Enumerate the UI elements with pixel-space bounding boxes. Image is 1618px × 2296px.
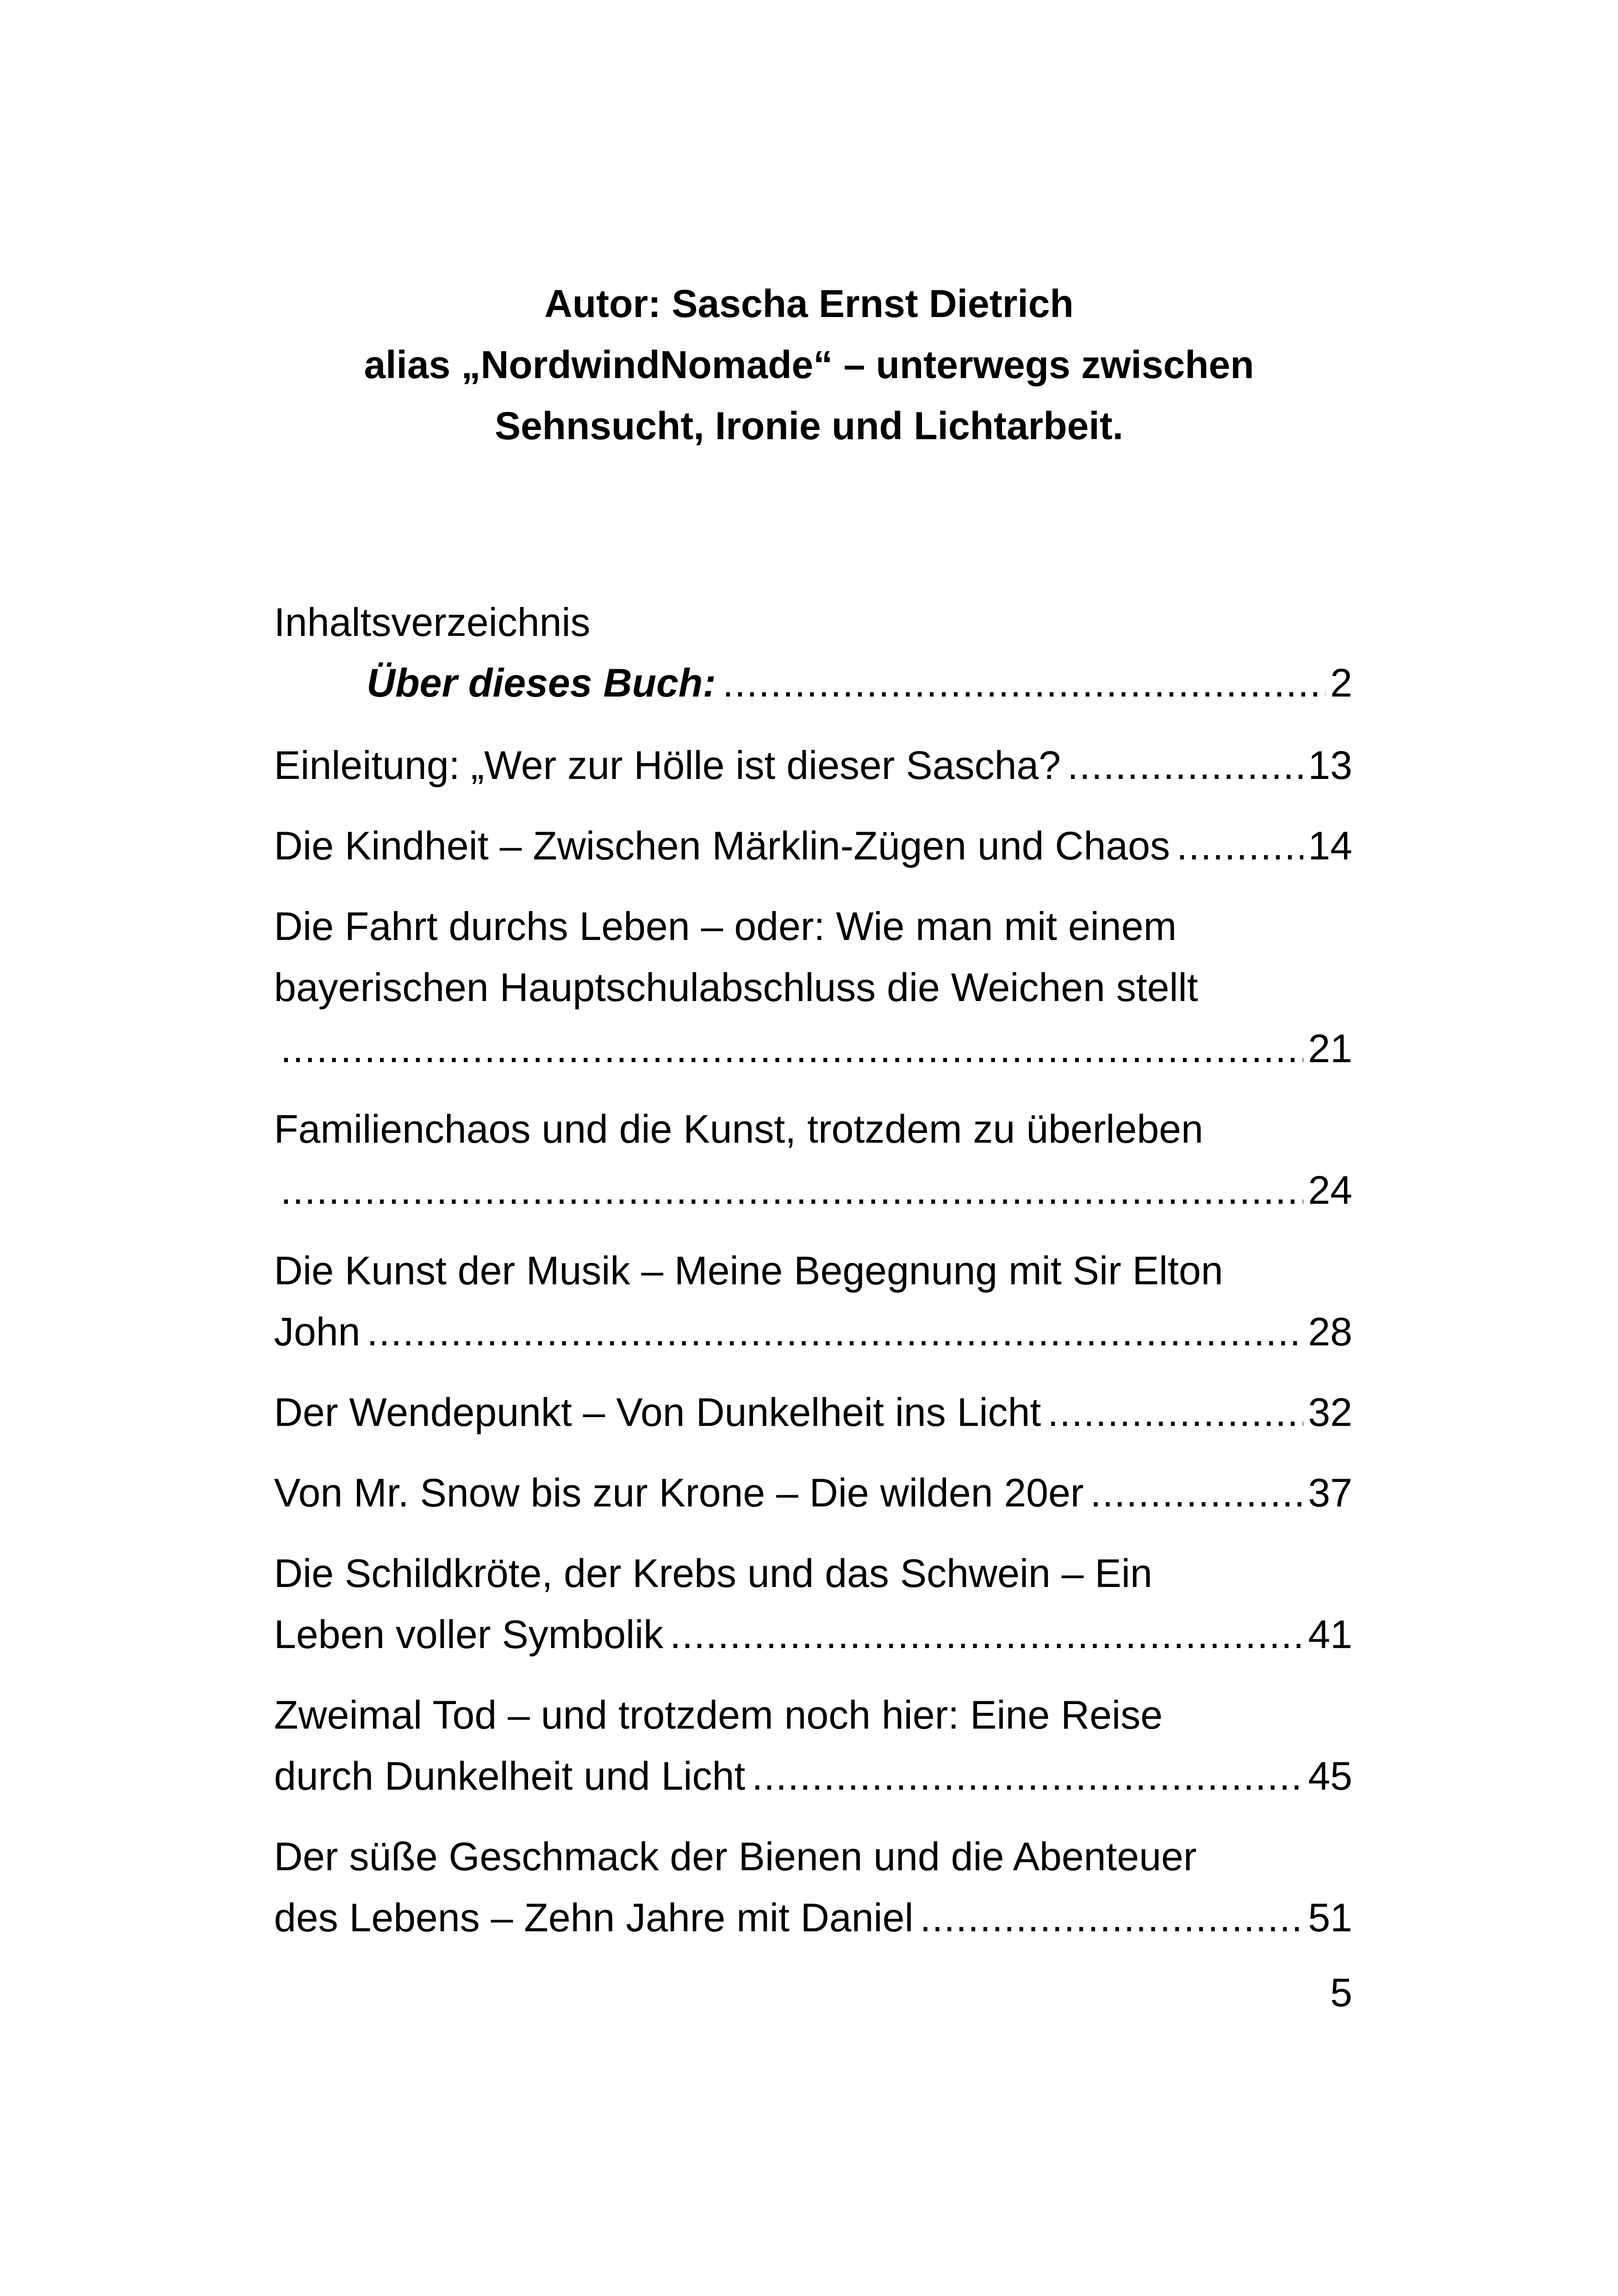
toc-entry[interactable] bbox=[274, 1099, 1352, 1221]
toc-entry-page: 2 bbox=[1330, 661, 1352, 705]
toc-entry-row bbox=[274, 1382, 1352, 1443]
toc-leader-dots bbox=[1047, 1382, 1303, 1443]
toc-entry-title: Einleitung: „Wer zur Hölle ist dieser Sascha? bbox=[274, 743, 1061, 788]
toc-entry-page: 51 bbox=[1308, 1896, 1352, 1940]
table-of-contents bbox=[274, 592, 1352, 1968]
toc-entry-page: 13 bbox=[1308, 743, 1352, 788]
toc-entry-page: 41 bbox=[1308, 1612, 1352, 1657]
toc-entry-row bbox=[274, 1018, 1352, 1079]
toc-leader-dots bbox=[1090, 1462, 1304, 1524]
toc-entry[interactable] bbox=[274, 896, 1352, 1079]
toc-heading: Inhaltsverzeichnis bbox=[274, 600, 591, 645]
author-alias-line: alias „NordwindNomade“ – unterwegs zwischen bbox=[364, 343, 1254, 386]
toc-entry-row bbox=[274, 815, 1352, 877]
toc-entry-line: Der süße Geschmack der Bienen und die Abenteuer bbox=[274, 1835, 1197, 1879]
toc-leader-dots bbox=[920, 1887, 1304, 1948]
toc-leader-dots bbox=[280, 1018, 1303, 1079]
toc-entry-title: Die Kindheit – Zwischen Märklin-Zügen und Chaos bbox=[274, 824, 1170, 868]
toc-entry-line: Familienchaos und die Kunst, trotzdem zu überleben bbox=[274, 1107, 1203, 1151]
toc-entry-title: Der Wendepunkt – Von Dunkelheit ins Licht bbox=[274, 1390, 1041, 1435]
toc-leader-dots bbox=[722, 653, 1326, 714]
toc-entry[interactable] bbox=[274, 1543, 1352, 1665]
toc-leader-dots bbox=[1067, 735, 1303, 796]
toc-entry[interactable] bbox=[274, 1462, 1352, 1524]
toc-entry-line: Die Schildkröte, der Krebs und das Schwein – Ein bbox=[274, 1551, 1152, 1596]
toc-entry-row bbox=[274, 1301, 1352, 1363]
toc-entry-row bbox=[274, 1604, 1352, 1665]
toc-entry[interactable] bbox=[274, 815, 1352, 877]
toc-entry-row bbox=[274, 1462, 1352, 1524]
toc-entry-page: 21 bbox=[1308, 1027, 1352, 1071]
toc-entry[interactable] bbox=[274, 1685, 1352, 1807]
author-name-line: Autor: Sascha Ernst Dietrich bbox=[544, 282, 1074, 325]
toc-entry-title: durch Dunkelheit und Licht bbox=[274, 1754, 746, 1798]
toc-entry[interactable] bbox=[274, 1240, 1352, 1363]
toc-leader-dots bbox=[670, 1604, 1303, 1665]
toc-entry[interactable] bbox=[274, 1826, 1352, 1948]
toc-entry-line: Zweimal Tod – und trotzdem noch hier: Eine Reise bbox=[274, 1693, 1163, 1737]
toc-entry-page: 37 bbox=[1308, 1471, 1352, 1515]
toc-entry-row bbox=[274, 735, 1352, 796]
toc-entry-line: Die Fahrt durchs Leben – oder: Wie man mit einem bbox=[274, 904, 1177, 949]
toc-entry-title: Über dieses Buch: bbox=[367, 661, 716, 705]
author-tagline-line: Sehnsucht, Ironie und Lichtarbeit. bbox=[494, 404, 1124, 448]
toc-entry-row bbox=[274, 1746, 1352, 1807]
toc-leader-dots bbox=[752, 1746, 1303, 1807]
toc-leader-dots bbox=[367, 1301, 1304, 1363]
toc-entry-line: Die Kunst der Musik – Meine Begegnung mit Sir Elton bbox=[274, 1249, 1223, 1293]
toc-entry-title: Von Mr. Snow bis zur Krone – Die wilden 20er bbox=[274, 1471, 1084, 1515]
toc-entry[interactable] bbox=[274, 735, 1352, 796]
toc-entry[interactable] bbox=[274, 653, 1352, 714]
toc-entry-row bbox=[274, 1887, 1352, 1948]
toc-entry-title: Leben voller Symbolik bbox=[274, 1612, 664, 1657]
toc-entry-line: bayerischen Hauptschulabschluss die Weichen stellt bbox=[274, 965, 1198, 1010]
toc-entry-row bbox=[274, 1160, 1352, 1221]
toc-entry-page: 14 bbox=[1308, 824, 1352, 868]
page-number: 5 bbox=[1330, 1971, 1352, 2015]
toc-entry-row bbox=[367, 653, 1352, 714]
toc-entry-title: John bbox=[274, 1310, 361, 1354]
toc-entry-page: 24 bbox=[1308, 1168, 1352, 1213]
toc-leader-dots bbox=[280, 1160, 1303, 1221]
toc-entry-page: 28 bbox=[1308, 1310, 1352, 1354]
toc-entry-page: 45 bbox=[1308, 1754, 1352, 1798]
toc-entry[interactable] bbox=[274, 1382, 1352, 1443]
toc-leader-dots bbox=[1176, 815, 1303, 877]
toc-entry-page: 32 bbox=[1308, 1390, 1352, 1435]
toc-entry-title: des Lebens – Zehn Jahre mit Daniel bbox=[274, 1896, 914, 1940]
author-block bbox=[0, 273, 1618, 456]
